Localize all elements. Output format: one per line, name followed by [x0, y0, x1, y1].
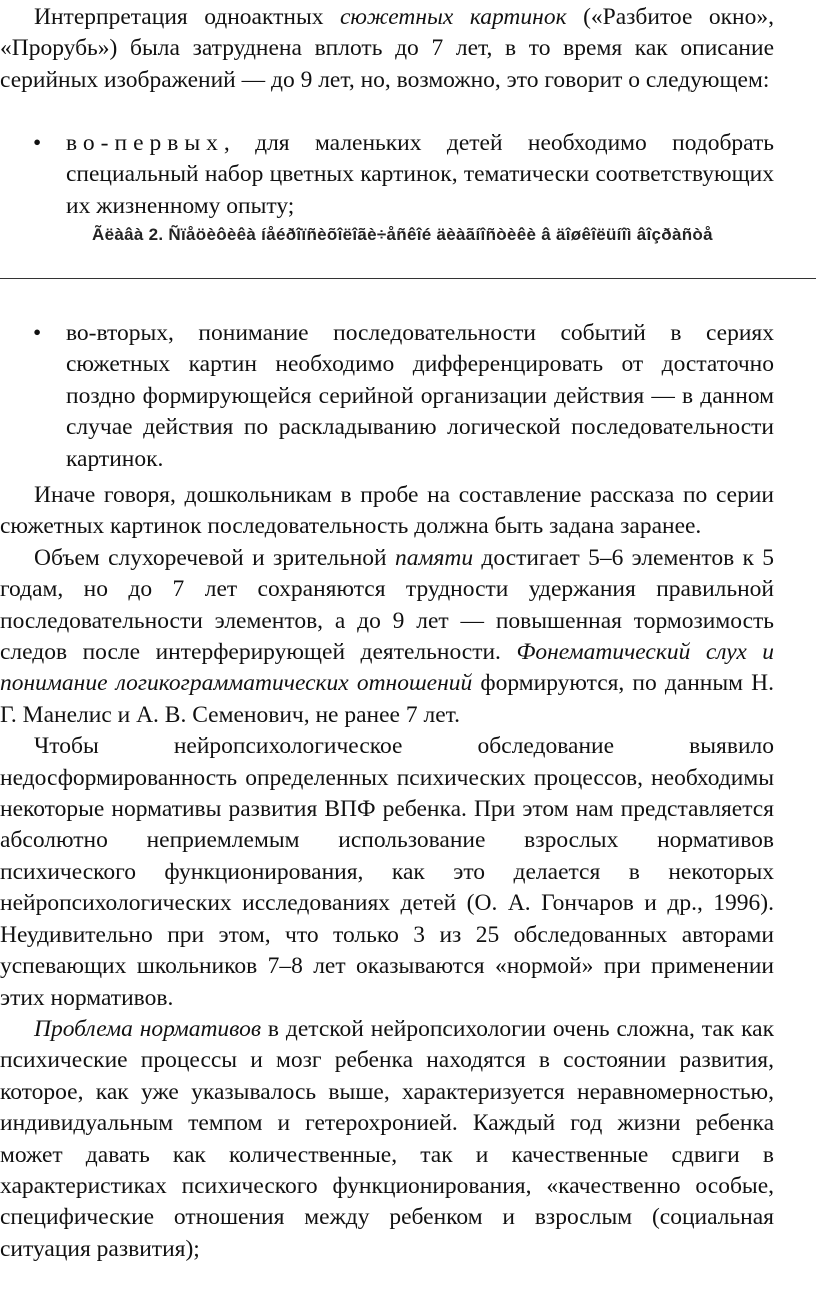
- paragraph-intro-text-2: («Разбитое окно», «Прорубь») была затруднена вплоть до 7 лет, в то время как описание серийных изображений — до 9 лет, но, возможно, это говорит о следующем:: [0, 4, 775, 93]
- list-item-first-spaced-word: во-первых: [66, 130, 224, 156]
- list-item-first-text: , для маленьких детей необходимо подобрать специальный набор цветных картинок, тематически соответствующих их жизненному опыту;: [66, 130, 774, 219]
- paragraph-memory-text-3: формируются, по данным Н. Г. Манелис и А. В. Семенович, не ранее 7 лет.: [0, 670, 774, 728]
- paragraph-intro: [0, 2, 774, 96]
- bullet-list-first: [0, 128, 774, 222]
- running-header-caption: Ãëàâà 2. Ñïåöèôèêà íåéðîïñèõîëîãè÷åñêîé äèàãíîñòèêè â äîøêîëüíîì âîçðàñòå: [92, 225, 713, 244]
- paragraph-norms-exam: Чтобы нейропсихологическое обследование выявило недосформированность определенных психических процессов, необходимы некоторые нормативы развития ВПФ ребенка. При этом нам представляется абсолютно неприемлемым использование взрослых нормативов психического функционирования, как это делается в некоторых нейропсихологических исследованиях детей (О. А. Гончаров и др., 1996). Неудивительно при этом, что только 3 из 25 обследованных авторами успевающих школьников 7–8 лет оказываются «нормой» при применении этих нормативов.: [0, 733, 774, 1011]
- paragraph-norms-problem: [0, 1014, 774, 1265]
- paragraph-memory-text-1: Объем слухоречевой и зрительной: [34, 544, 395, 571]
- paragraph-norms-problem-text: в детской нейропсихологии очень сложна, так как психические процессы и мозг ребенка находятся в состоянии развития, которое, как уже указывалось выше, характеризуется неравномерностью, индивидуальным темпом и гетерохронией. Каждый год жизни ребенка может давать как количественные, так и качественные сдвиги в характеристиках психического функционирования, «качественно особые, специфические отношения между ребенком и взрослым (социальная ситуация развития);: [0, 1015, 775, 1262]
- paragraph-memory: [0, 543, 774, 731]
- paragraph-memory-italic-memory: памяти: [394, 544, 474, 571]
- bullet-list-second: [0, 318, 774, 475]
- paragraph-memory-italic-phonematic: Фонематический слух и понимание логикограмматических отношений: [0, 639, 775, 697]
- bullet-icon: •: [33, 130, 42, 156]
- page-break-rule: [0, 278, 816, 279]
- list-item-second-text: во-вторых, понимание последовательности событий в сериях сюжетных картин необходимо дифференцировать от достаточно поздно формирующейся серийной организации действия — в данном случае действия по раскладыванию логической последовательности картинок.: [66, 320, 774, 472]
- bullet-icon: •: [33, 320, 42, 346]
- paragraph-intro-italic-term: сюжетных картинок: [340, 4, 567, 30]
- paragraph-memory-text-2: достигает 5–6 элементов к 5 годам, но до 7 лет сохраняются трудности удержания правильной последовательности элементов, а до 9 лет — повышенная тормозимость следов после интерферирующей деятельности.: [0, 544, 774, 666]
- paragraph-norms-problem-italic: Проблема нормативов: [34, 1015, 262, 1042]
- body-text: [0, 480, 774, 1265]
- paragraph-preschoolers: Иначе говоря, дошкольникам в пробе на составление рассказа по серии сюжетных картинок последовательность должна быть задана заранее.: [0, 482, 774, 540]
- list-item-second: [0, 318, 774, 475]
- paragraph-intro-text-1: Интерпретация одноактных: [34, 4, 340, 30]
- list-item-first: [0, 128, 774, 222]
